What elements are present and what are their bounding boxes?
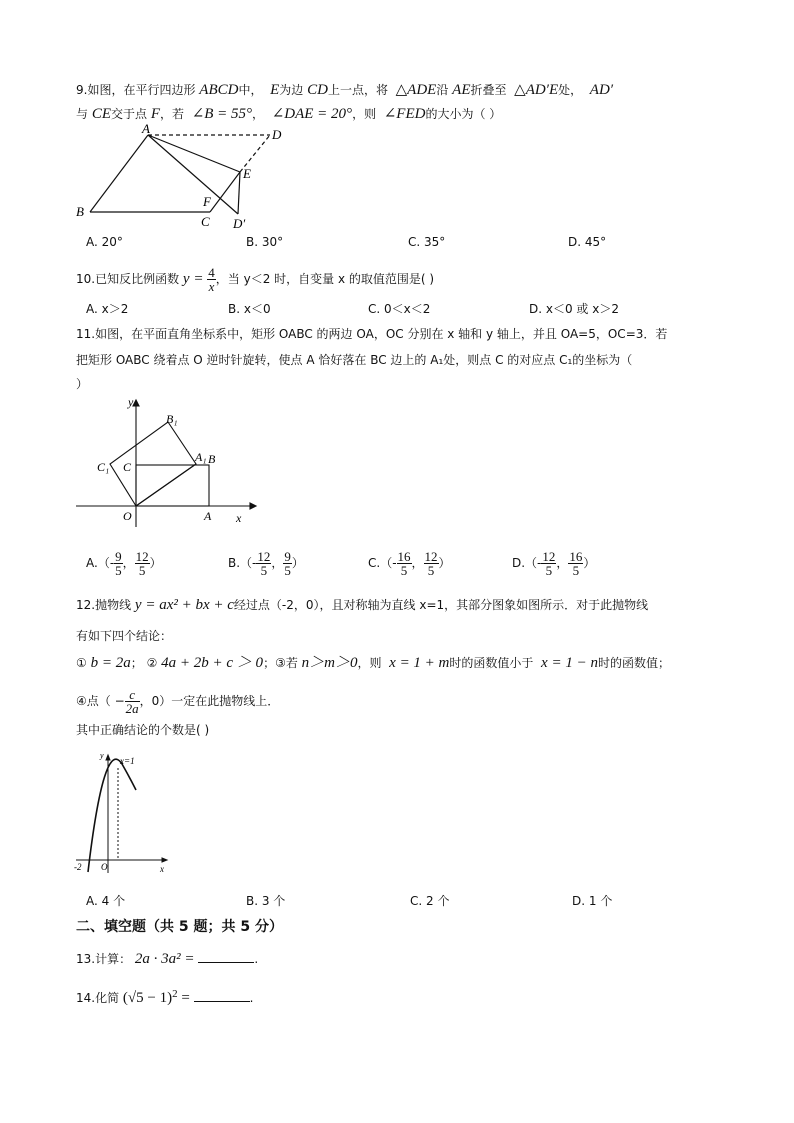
- edge-adp: [148, 135, 238, 214]
- q11-line3: ）: [76, 377, 89, 391]
- q9-option-b[interactable]: B. 30°: [246, 235, 284, 249]
- label-c: C: [201, 214, 210, 229]
- label-a: A: [204, 509, 212, 523]
- q10-option-d[interactable]: D. x＜0 或 x＞2: [529, 302, 619, 316]
- q10-option-b[interactable]: B. x＜0: [228, 302, 271, 316]
- q10-fraction: $\frac{4}{x}$: [208, 265, 215, 294]
- label-a: A: [142, 122, 150, 136]
- q12-line3: ① b = 2a； ② 4a + 2b + c ＞ 0；③若 n＞m＞0，则 x = 1 + m时的函数值小于 x = 1 − n时的函数值；: [76, 655, 670, 671]
- label-c: C: [123, 460, 132, 474]
- label-x: x: [160, 864, 164, 874]
- q9-line2: 与 CE交于点 F，若 ∠B = 55°， ∠DAE = 20°，则 ∠FED的大小为（ ）: [76, 106, 502, 122]
- label-y: y: [100, 751, 104, 760]
- y-axis-arrow: [106, 755, 110, 760]
- q12-line5: 其中正确结论的个数是( ): [76, 723, 210, 737]
- x-axis-arrow: [250, 503, 256, 509]
- label-f: F: [203, 194, 211, 209]
- section-heading: 二、填空题（共 5 题；共 5 分）: [76, 919, 283, 935]
- q12-option-d[interactable]: D. 1 个: [572, 894, 613, 908]
- label-o: O: [101, 862, 108, 872]
- q12-option-b[interactable]: B. 3 个: [246, 894, 286, 908]
- label-b: B: [76, 204, 84, 219]
- label-o: O: [123, 509, 132, 523]
- label-dprime: D′: [233, 216, 246, 231]
- label-x: x: [236, 511, 242, 525]
- q12-line4: ④点（ − $\frac{c}{2a}$ ，0）一定在此抛物线上．: [76, 687, 280, 716]
- q9-option-d[interactable]: D. 45°: [568, 235, 607, 249]
- q11-option-a[interactable]: A.（- $\frac{9}{5}$ ， $\frac{12}{5}$ ）: [86, 549, 162, 578]
- label-y: y: [128, 395, 134, 409]
- q12-line1: 12.抛物线 y = ax² + bx + c经过点（-2，0），且对称轴为直线 x=1，其部分图象如图所示．对于此抛物线: [76, 597, 649, 613]
- edge-ae: [148, 135, 240, 172]
- edge-ce: [210, 172, 240, 212]
- q14-stem: 14.化简 $(√5 - 1)^2$ = .: [76, 988, 254, 1006]
- q9-option-c[interactable]: C. 35°: [408, 235, 446, 249]
- q10-option-c[interactable]: C. 0＜x＜2: [368, 302, 431, 316]
- label-e: E: [243, 166, 251, 181]
- label-b: B: [208, 452, 216, 466]
- label-b1: B₁: [166, 412, 178, 426]
- label-d: D: [272, 127, 282, 142]
- q12-option-a[interactable]: A. 4 个: [86, 894, 126, 908]
- rect-oabc: [136, 465, 209, 506]
- label-a1: A₁: [195, 450, 207, 464]
- q12-option-c[interactable]: C. 2 个: [410, 894, 450, 908]
- q11-option-b[interactable]: B.（- $\frac{12}{5}$ ， $\frac{9}{5}$ ）: [228, 549, 304, 578]
- q12-figure: [72, 748, 172, 878]
- q12-line2: 有如下四个结论：: [76, 629, 173, 643]
- edge-ba: [90, 135, 148, 212]
- q9-line1: 9.如图，在平行四边形 ABCD中， E为边 CD上一点，将 △ADE沿 AE折叠至 △AD′E处， AD′: [76, 82, 614, 98]
- q11-line2: 把矩形 OABC 绕着点 O 逆时针旋转，使点 A 恰好落在 BC 边上的 A₁处，则点 C 的对应点 C₁的坐标为（: [76, 353, 633, 367]
- label-c1: C₁: [97, 460, 110, 474]
- q11-option-c[interactable]: C.（- $\frac{16}{5}$ ， $\frac{12}{5}$ ）: [368, 549, 451, 578]
- x-axis-arrow: [162, 858, 167, 862]
- edge-edp: [238, 172, 240, 214]
- label-axis: x=1: [120, 756, 135, 766]
- q10-stem: 10.已知反比例函数 y = $\frac{4}{x}$ ，当 y＜2 时，自变量 x 的取值范围是( ): [76, 265, 435, 294]
- segment-oa1: [136, 464, 196, 506]
- q11-line1: 11.如图，在平面直角坐标系中，矩形 OABC 的两边 OA，OC 分别在 x 轴和 y 轴上，并且 OA=5，OC=3．若: [76, 327, 668, 341]
- q13-stem: 13.计算： 2a · 3a² = .: [76, 951, 259, 967]
- q10-option-a[interactable]: A. x＞2: [86, 302, 129, 316]
- q11-option-d[interactable]: D.（- $\frac{12}{5}$ ， $\frac{16}{5}$ ）: [512, 549, 596, 578]
- q9-option-a[interactable]: A. 20°: [86, 235, 123, 249]
- y-axis-arrow: [133, 400, 139, 406]
- q13-answer-blank[interactable]: [198, 950, 254, 963]
- q14-answer-blank[interactable]: [194, 989, 250, 1002]
- q9-figure: [70, 122, 290, 232]
- parabola: [88, 759, 136, 872]
- label-neg2: -2: [74, 862, 82, 872]
- q11-figure: [70, 392, 260, 532]
